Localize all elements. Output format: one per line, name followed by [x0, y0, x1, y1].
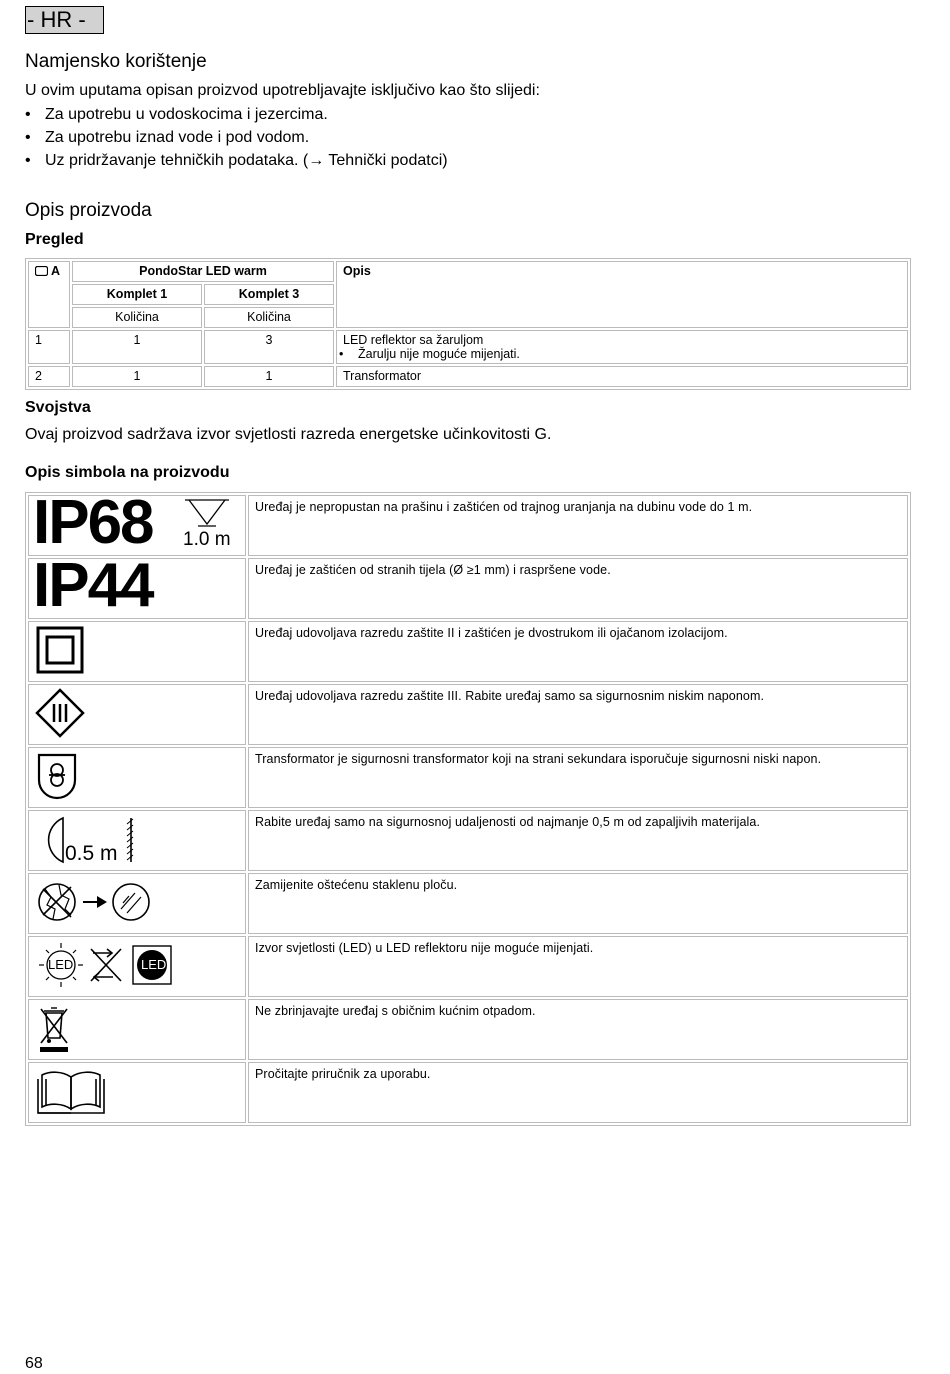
symbol-description: Uređaj udovoljava razredu zaštite III. Rabite uređaj samo sa sigurnosnim niskim naponom.	[248, 684, 908, 745]
weee-bin-icon	[28, 999, 246, 1060]
product-description-title: Opis proizvoda	[25, 200, 152, 221]
symbol-description: Pročitajte priručnik za uporabu.	[248, 1062, 908, 1123]
safety-transformer-icon	[28, 747, 246, 808]
description-text: LED reflektor sa žaruljom	[343, 333, 484, 347]
qty3-header: Količina	[204, 307, 334, 328]
table-row	[28, 873, 908, 934]
kit1-header: Komplet 1	[72, 284, 202, 305]
table-row	[28, 684, 908, 745]
ip44-label: IP44	[33, 551, 153, 620]
symbol-description: Izvor svjetlosti (LED) u LED reflektoru nije moguće mijenjati.	[248, 936, 908, 997]
list-item: • Za upotrebu u vodoskocima i jezercima.	[25, 103, 448, 126]
symbol-description: Rabite uređaj samo na sigurnosnoj udaljenosti od najmanje 0,5 m od zapaljivih materijala.	[248, 810, 908, 871]
ip44-icon	[28, 551, 246, 620]
water-depth-icon	[181, 498, 233, 528]
features-text: Ovaj proizvod sadržava izvor svjetlosti razreda energetske učinkovitosti G.	[25, 426, 552, 443]
position-cell: 2	[28, 366, 70, 387]
table-row	[28, 558, 908, 619]
list-item: • Uz pridržavanje tehničkih podataka. (→ Tehnički podatci)	[25, 149, 448, 172]
page-number: 68	[25, 1355, 43, 1372]
table-row	[28, 999, 908, 1060]
table-row	[28, 495, 908, 556]
table-row	[28, 936, 908, 997]
intended-use-title: Namjensko korištenje	[25, 51, 207, 72]
table-row	[28, 1062, 908, 1123]
symbol-description: Zamijenite oštećenu staklenu ploču.	[248, 873, 908, 934]
overview-table	[25, 258, 911, 390]
kit3-cell: 1	[204, 366, 334, 387]
distance-label: 0.5 m	[65, 842, 118, 865]
led-label: LED	[48, 957, 74, 972]
depth-label: 1.0 m	[183, 529, 231, 550]
symbols-title: Opis simbola na proizvodu	[25, 464, 230, 481]
overview-title: Pregled	[25, 231, 84, 248]
kit1-cell: 1	[72, 366, 202, 387]
led-label: LED	[141, 957, 167, 972]
description-cell: Transformator	[336, 366, 908, 387]
symbol-description: Transformator je sigurnosni transformator koji na strani sekundara isporučuje sigurnosni niski napon.	[248, 747, 908, 808]
kit3-header: Komplet 3	[204, 284, 334, 305]
description-header: Opis	[336, 261, 908, 328]
kit3-cell: 3	[204, 330, 334, 364]
symbol-description: Ne zbrinjavajte uređaj s običnim kućnim otpadom.	[248, 999, 908, 1060]
features-title: Svojstva	[25, 399, 91, 416]
list-item: • Za upotrebu iznad vode i pod vodom.	[25, 126, 448, 149]
intended-use-intro: U ovim uputama opisan proizvod upotrebljavajte isključivo kao što slijedi:	[25, 82, 540, 99]
protection-class-2-icon	[28, 621, 246, 682]
symbol-description: Uređaj je nepropustan na prašinu i zaštićen od trajnog uranjanja na dubinu vode do 1 m.	[248, 495, 908, 556]
table-row	[28, 261, 908, 282]
description-note: • Žarulju nije moguće mijenjati.	[343, 347, 901, 361]
read-manual-icon	[28, 1062, 246, 1123]
symbol-description: Uređaj udovoljava razredu zaštite II i zaštićen je dvostrukom ili ojačanom izolacijom.	[248, 621, 908, 682]
symbols-table	[25, 488, 911, 1126]
table-row	[28, 747, 908, 808]
position-cell: 1	[28, 330, 70, 364]
ip68-label: IP68	[33, 488, 153, 557]
replace-glass-icon	[28, 873, 246, 934]
table-row	[28, 330, 908, 364]
qty1-header: Količina	[72, 307, 202, 328]
figure-ref-cell	[28, 261, 70, 328]
table-row	[28, 621, 908, 682]
table-row	[28, 366, 908, 387]
kit1-cell: 1	[72, 330, 202, 364]
led-not-replaceable-icon	[28, 936, 246, 997]
table-row	[28, 810, 908, 871]
figure-label: A	[51, 264, 61, 278]
symbol-description: Uređaj je zaštićen od stranih tijela (Ø ≥1 mm) i raspršene vode.	[248, 558, 908, 619]
intended-use-list	[25, 103, 448, 172]
protection-class-3-icon	[28, 684, 246, 745]
ip68-depth-icon	[28, 488, 246, 557]
language-tag: - HR -	[25, 6, 104, 34]
description-cell	[336, 330, 908, 364]
product-header: PondoStar LED warm	[72, 261, 334, 282]
figure-icon	[35, 266, 48, 276]
min-distance-icon	[28, 810, 246, 871]
